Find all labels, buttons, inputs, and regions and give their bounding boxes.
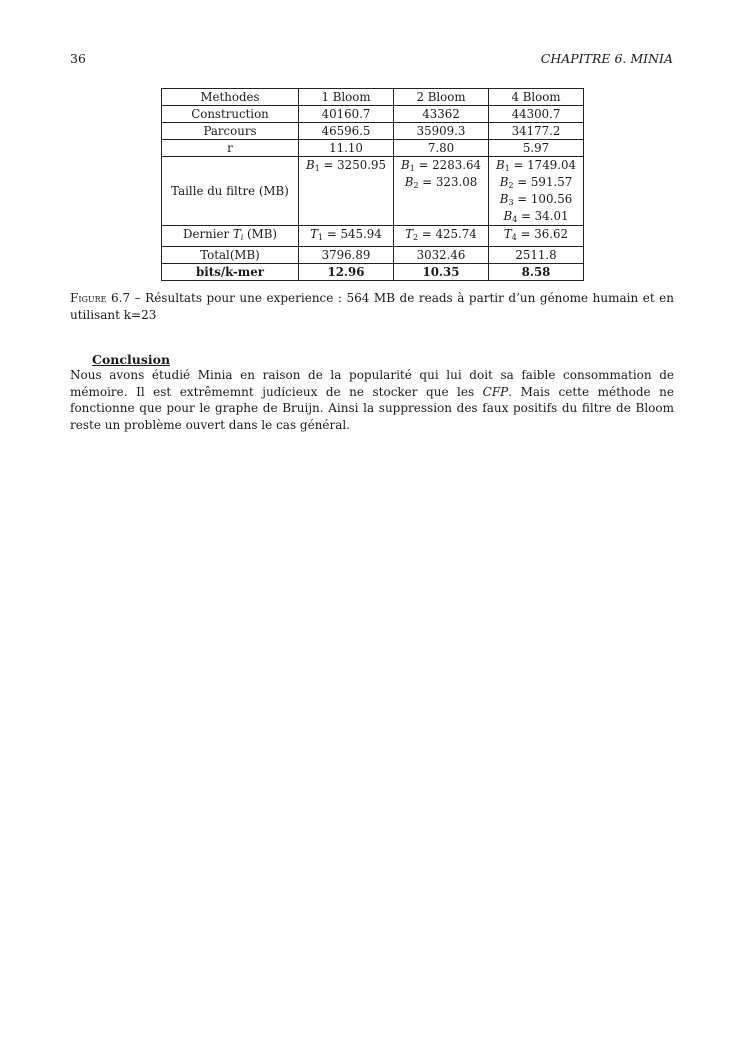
row-label: Parcours	[162, 123, 299, 140]
table-cell: 46596.5	[299, 123, 394, 140]
filter-cell-4-bloom: $B_1 = 1749.04$ $B_2 = 591.57$ $B_3 = 100.56$ $B_4 = 34.01$	[489, 157, 584, 226]
caption-label: Figure 6.7	[70, 291, 131, 305]
running-header: CHAPITRE 6. MINIA	[540, 51, 673, 66]
table-row-bits-per-kmer	[162, 264, 584, 281]
table-row	[162, 247, 584, 264]
table-cell: 11.10	[299, 140, 394, 157]
table-cell: 10.35	[394, 264, 489, 281]
table-row	[162, 106, 584, 123]
row-label: Total(MB)	[162, 247, 299, 264]
header-cell: Methodes	[162, 89, 299, 106]
b1-value: = 1749.04	[513, 158, 576, 172]
b2-value: = 591.57	[517, 175, 573, 189]
table-cell: 43362	[394, 106, 489, 123]
figure-caption	[70, 290, 674, 324]
table-row	[162, 123, 584, 140]
filter-cell-2-bloom: $B_1 = 2283.64$ $B_2 = 323.08$	[394, 157, 489, 226]
table-cell: 44300.7	[489, 106, 584, 123]
header-cell: 1 Bloom	[299, 89, 394, 106]
table-row	[162, 140, 584, 157]
table-cell: 3796.89	[299, 247, 394, 264]
table-cell: 34177.2	[489, 123, 584, 140]
table-cell: 35909.3	[394, 123, 489, 140]
page-number: 36	[70, 51, 86, 66]
table-cell: $T_2 = 425.74$	[394, 226, 489, 247]
header-cell: 4 Bloom	[489, 89, 584, 106]
table-header-row	[162, 89, 584, 106]
table-cell: 40160.7	[299, 106, 394, 123]
conclusion-paragraph: Nous avons étudié Minia en raison de la popularité qui lui doit sa faible consommation de mémoire. Il est extrêmemnt judicieux de ne stocker que les CFP. Mais cette méthode ne fonctionne que pour le graphe de Bruijn. Ainsi la suppression des faux positifs du filtre de Bloom reste un problème ouvert dans le cas général.	[70, 368, 674, 432]
table-cell: 7.80	[394, 140, 489, 157]
row-label: Taille du filtre (MB)	[162, 157, 299, 226]
row-label: r	[162, 140, 299, 157]
b3-value: = 100.56	[517, 192, 573, 206]
table-cell: 3032.46	[394, 247, 489, 264]
table-cell: 5.97	[489, 140, 584, 157]
b1-value: = 3250.95	[323, 158, 386, 172]
b2-value: = 323.08	[422, 175, 478, 189]
table-cell: $T_1 = 545.94$	[299, 226, 394, 247]
conclusion-title: Conclusion	[92, 352, 171, 367]
table-row-last-ti	[162, 226, 584, 247]
b4-value: = 34.01	[521, 209, 569, 223]
table-cell: 8.58	[489, 264, 584, 281]
results-table	[161, 88, 584, 281]
row-label: bits/k-mer	[162, 264, 299, 281]
header-cell: 2 Bloom	[394, 89, 489, 106]
row-label: Construction	[162, 106, 299, 123]
filter-cell-1-bloom: $B_1 = 3250.95$	[299, 157, 394, 226]
table-cell: 12.96	[299, 264, 394, 281]
cfp-term: CFP	[482, 384, 509, 399]
caption-text: – Résultats pour une experience : 564 MB de reads à partir d’un génome humain et en utilisant k=23	[70, 291, 674, 322]
table-row-filter-size	[162, 157, 584, 226]
table-cell: $T_4 = 36.62$	[489, 226, 584, 247]
table-cell: 2511.8	[489, 247, 584, 264]
b1-value: = 2283.64	[418, 158, 481, 172]
row-label: Dernier $T_i$ (MB)	[162, 226, 299, 247]
